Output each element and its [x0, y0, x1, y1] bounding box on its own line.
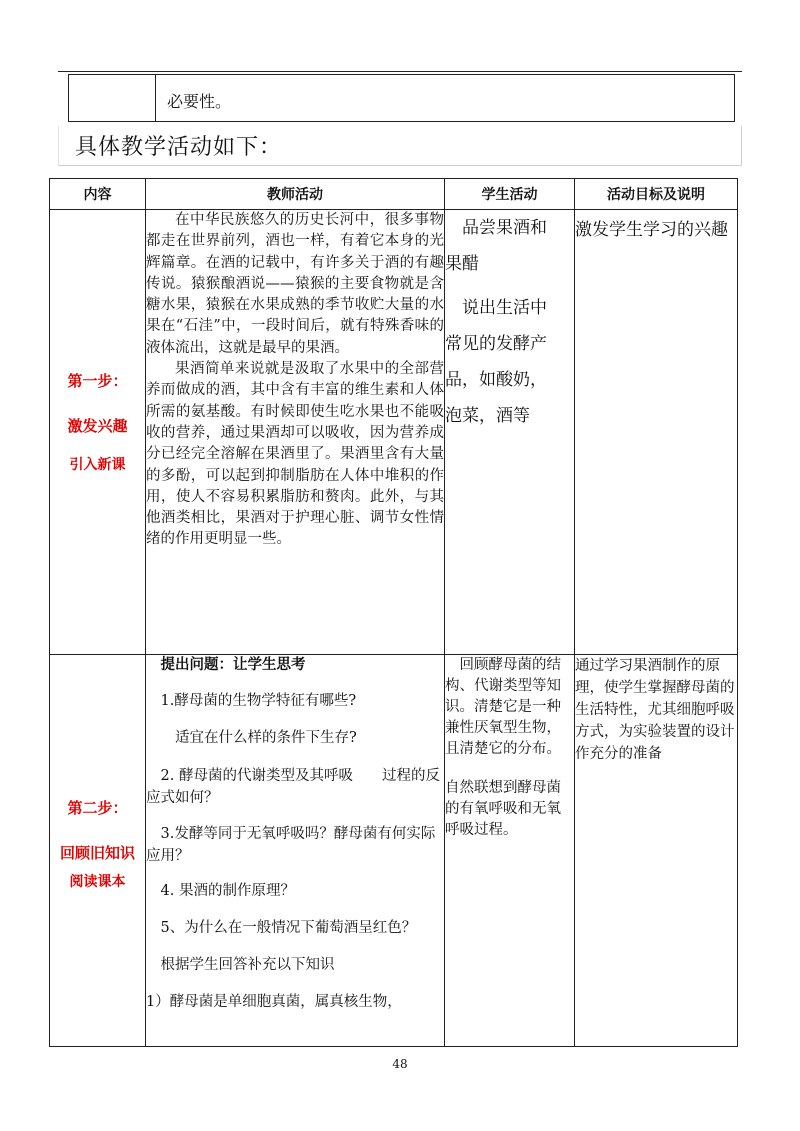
step-one-cell [50, 210, 146, 655]
section-heading-bar [58, 126, 742, 166]
step-one-title: 激发兴趣 [67, 417, 128, 435]
step-two-subtitle: 阅读课本 [69, 874, 126, 890]
table-header-row [50, 179, 738, 210]
question-item: 根据学生回答补充以下知识 [146, 957, 335, 973]
student-line: 品，如酸奶， [445, 370, 547, 390]
step-one-goal-cell [575, 210, 738, 655]
page-number: 48 [392, 1057, 408, 1071]
step-two-goal-text: 通过学习果酒制作的原理，使学生掌握酵母菌的生活特性，尤其细胞呼吸方式，为实验装置的设计作充分的准备 [575, 658, 735, 762]
header-content: 内容 [50, 179, 146, 210]
header-teacher-activity: 教师活动 [146, 179, 445, 210]
student-line: 果醋 [445, 254, 479, 274]
teacher-paragraph: 果酒简单来说就是汲取了水果中的全部营养而做成的酒，其中含有丰富的维生素和人体所需的氨基酸。有时候即使生吃水果也不能吸收的营养，通过果酒却可以吸收，因为营养成分已经完全溶解在果酒里了。果酒里含有大量的多酚，可以起到抑制脂肪在人体中堆积的作用，使人不容易积累脂肪和赘肉。此外，与其他酒类相比，果酒对于护理心脏、调节女性情绪的作用更明显一些。 [146, 361, 444, 548]
question-item: 1）酵母菌是单细胞真菌，属真核生物， [146, 994, 402, 1010]
step-one-student-cell [445, 210, 575, 655]
step-two-cell [50, 655, 146, 1047]
student-line: 泡菜，酒等 [445, 406, 530, 426]
step-one-teacher-cell [146, 210, 445, 655]
question-item: 5、为什么在一般情况下葡萄酒呈红色？ [146, 920, 417, 936]
student-line: 常见的发酵产 [445, 334, 547, 354]
step-two-label: 第二步： [67, 799, 128, 817]
student-paragraph: 回顾酵母菌的结构、代谢类型等知识。清楚它是一种兼性厌氧型生物，且清楚它的分布。 [445, 657, 561, 757]
student-line: 品尝果酒和 [445, 218, 547, 238]
step-two-teacher-cell [146, 655, 445, 1047]
section-heading: 具体教学活动如下： [75, 135, 283, 160]
question-item: 2. 酵母菌的代谢类型及其呼吸 过程的反应式如何？ [146, 768, 440, 806]
header-goal: 活动目标及说明 [575, 179, 738, 210]
student-line: 说出生活中 [445, 298, 547, 318]
question-item: 适宜在什么样的条件下生存? [146, 730, 357, 746]
teaching-activity-table [49, 178, 738, 1047]
table-row-step-two [50, 655, 738, 1047]
header-student-activity: 学生活动 [445, 179, 575, 210]
step-two-title: 回顾旧知识 [59, 844, 135, 862]
table-row-step-one [50, 210, 738, 655]
step-one-subtitle: 引入新课 [69, 457, 126, 473]
step-one-goal-text: 激发学生学习的兴趣 [575, 220, 728, 240]
table-divider [155, 75, 156, 121]
step-two-student-cell [445, 655, 575, 1047]
teacher-paragraph: 在中华民族悠久的历史长河中，很多事物都走在世界前列，酒也一样，有着它本身的光辉篇章。在酒的记载中，有许多关于酒的有趣传说。猿猴酿酒说——猿猴的主要食物就是含糖水果，猿猴在水果成熟的季节收贮大量的水果在“石洼”中，一段时间后，就有特殊香味的液体流出，这就是最早的果酒。 [146, 212, 444, 356]
question-prompt-title: 提出问题：让学生思考 [146, 656, 306, 673]
top-rule [58, 71, 742, 72]
step-two-goal-cell [575, 655, 738, 1047]
previous-table-fragment [68, 74, 735, 122]
student-paragraph: 自然联想到酵母菌的有氧呼吸和无氧呼吸过程。 [445, 780, 561, 838]
previous-table-text: 必要性。 [167, 92, 232, 111]
question-item: 4. 果酒的制作原理？ [146, 883, 295, 899]
step-one-label: 第一步： [67, 372, 128, 390]
question-item: 1.酵母菌的生物学特征有哪些? [146, 693, 357, 709]
question-item: 3.发酵等同于无氧呼吸吗？酵母菌有何实际应用？ [146, 826, 436, 864]
